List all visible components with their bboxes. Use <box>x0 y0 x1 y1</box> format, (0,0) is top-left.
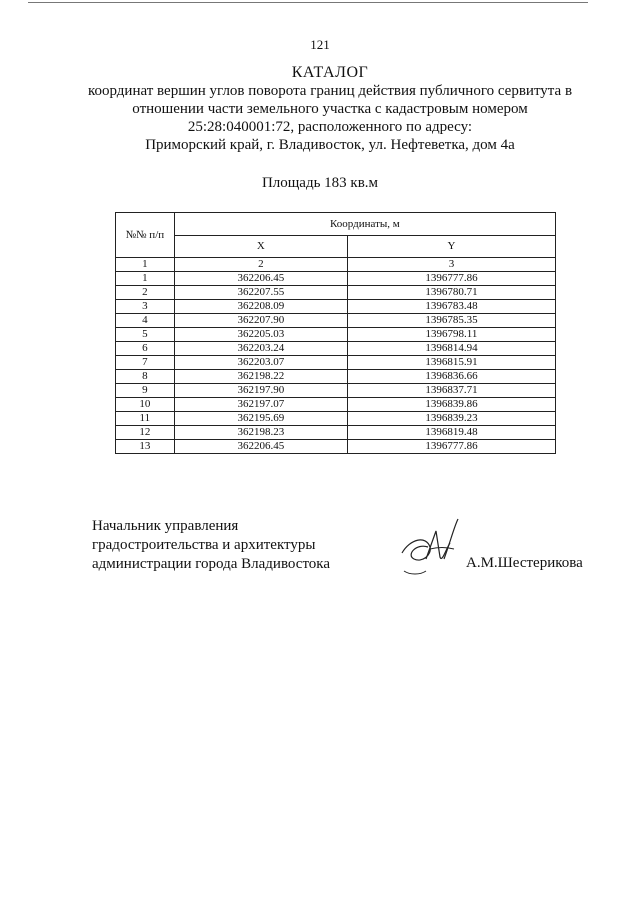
column-index-2: 2 <box>174 258 347 272</box>
x-coordinate-cell: 362197.90 <box>174 384 347 398</box>
y-coordinate-cell: 1396785.35 <box>347 314 555 328</box>
y-coordinate-cell: 1396819.48 <box>347 426 555 440</box>
point-number-cell: 8 <box>116 370 175 384</box>
x-coordinate-cell: 362197.07 <box>174 398 347 412</box>
point-number-cell: 6 <box>116 342 175 356</box>
table-row <box>116 440 556 454</box>
x-coordinate-cell: 362195.69 <box>174 412 347 426</box>
y-coordinate-cell: 1396839.86 <box>347 398 555 412</box>
coordinates-table <box>115 212 556 454</box>
column-index-1: 1 <box>116 258 175 272</box>
table-row <box>116 342 556 356</box>
handwritten-signature <box>396 513 466 583</box>
column-index-3: 3 <box>347 258 555 272</box>
signatory-line-2: градостроительства и архитектуры <box>92 537 316 553</box>
y-coordinate-cell: 1396783.48 <box>347 300 555 314</box>
signatory-line-1: Начальник управления <box>92 518 239 534</box>
y-coordinate-cell: 1396839.23 <box>347 412 555 426</box>
table-row <box>116 426 556 440</box>
x-coordinate-cell: 362205.03 <box>174 328 347 342</box>
x-coordinate-cell: 362203.07 <box>174 356 347 370</box>
y-coordinate-cell: 1396814.94 <box>347 342 555 356</box>
point-number-cell: 3 <box>116 300 175 314</box>
table-row <box>116 412 556 426</box>
x-coordinate-cell: 362203.24 <box>174 342 347 356</box>
point-number-cell: 9 <box>116 384 175 398</box>
signatory-name: А.М.Шестерикова <box>466 555 583 571</box>
heading-line-4: Приморский край, г. Владивосток, ул. Нефтеветка, дом 4а <box>145 137 515 153</box>
x-coordinate-cell: 362207.90 <box>174 314 347 328</box>
top-rule <box>28 2 588 3</box>
point-number-cell: 1 <box>116 272 175 286</box>
coordinates-body <box>116 272 556 454</box>
heading-line-3: 25:28:040001:72, расположенного по адресу: <box>187 119 473 135</box>
table-row <box>116 328 556 342</box>
y-coordinate-cell: 1396837.71 <box>347 384 555 398</box>
heading-line-1: координат вершин углов поворота границ действия публичного сервитута в <box>87 83 573 99</box>
header-point-number: №№ п/п <box>116 213 175 258</box>
x-coordinate-cell: 362206.45 <box>174 440 347 454</box>
point-number-cell: 4 <box>116 314 175 328</box>
x-coordinate-cell: 362198.22 <box>174 370 347 384</box>
y-coordinate-cell: 1396836.66 <box>347 370 555 384</box>
point-number-cell: 12 <box>116 426 175 440</box>
table-row <box>116 300 556 314</box>
heading-line-2: отношении части земельного участка с кадастровым номером <box>132 101 528 117</box>
header-x: X <box>174 236 347 258</box>
signatory-line-3: администрации города Владивостока <box>92 556 331 572</box>
x-coordinate-cell: 362198.23 <box>174 426 347 440</box>
area-line: Площадь 183 кв.м <box>261 175 379 191</box>
header-y: Y <box>347 236 555 258</box>
column-index-row <box>116 258 556 272</box>
point-number-cell: 11 <box>116 412 175 426</box>
y-coordinate-cell: 1396780.71 <box>347 286 555 300</box>
y-coordinate-cell: 1396798.11 <box>347 328 555 342</box>
table-row <box>116 272 556 286</box>
point-number-cell: 13 <box>116 440 175 454</box>
signatory-position <box>92 517 330 574</box>
y-coordinate-cell: 1396777.86 <box>347 272 555 286</box>
x-coordinate-cell: 362208.09 <box>174 300 347 314</box>
catalog-title: КАТАЛОГ <box>291 64 369 81</box>
table-row <box>116 370 556 384</box>
x-coordinate-cell: 362207.55 <box>174 286 347 300</box>
document-heading <box>20 64 640 154</box>
point-number-cell: 5 <box>116 328 175 342</box>
table-row <box>116 384 556 398</box>
table-row <box>116 398 556 412</box>
point-number-cell: 2 <box>116 286 175 300</box>
y-coordinate-cell: 1396777.86 <box>347 440 555 454</box>
page-number: 121 <box>310 37 330 52</box>
point-number-cell: 10 <box>116 398 175 412</box>
point-number-cell: 7 <box>116 356 175 370</box>
header-coordinates: Координаты, м <box>174 213 555 236</box>
table-row <box>116 356 556 370</box>
x-coordinate-cell: 362206.45 <box>174 272 347 286</box>
y-coordinate-cell: 1396815.91 <box>347 356 555 370</box>
table-row <box>116 286 556 300</box>
table-row <box>116 314 556 328</box>
